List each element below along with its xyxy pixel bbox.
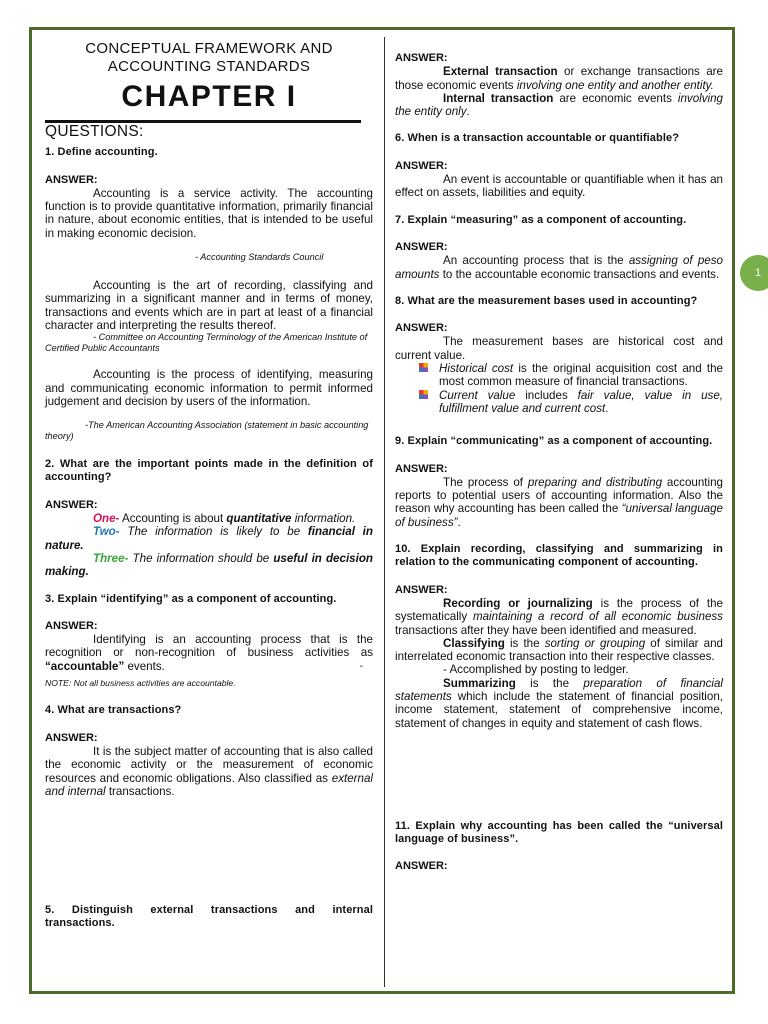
answer-label: ANSWER: xyxy=(45,173,98,186)
answer-label: ANSWER: xyxy=(45,498,98,511)
q1-definition-2: Accounting is the art of recording, classifying and summarizing in a significant manner and in terms of money, transactions and events which are in part at least of a financial character and interpreting the results thereof. xyxy=(45,279,373,332)
answer-label: ANSWER: xyxy=(395,860,448,873)
q6-answer: An event is accountable or quantifiable when it has an effect on assets, liabilities and equity. xyxy=(395,173,723,200)
column-divider xyxy=(384,37,385,987)
q4-answer: It is the subject matter of accounting that is also called the economic activity or the measurement of economic resources and economic obligations. Also classified as external and internal transactions. xyxy=(45,744,373,798)
answer-label: ANSWER: xyxy=(45,619,98,632)
q3-answer: Identifying is an accounting process that is the recognition or non-recognition of business activities as “accountable” events. - xyxy=(45,633,373,673)
framework-title: CONCEPTUAL FRAMEWORK AND ACCOUNTING STANDARDS xyxy=(85,40,333,75)
colored-pinwheel-bullet-icon xyxy=(419,363,428,372)
question-1: 1. Define accounting. xyxy=(45,146,158,159)
q1-citation-2: - Committee on Accounting Terminology of the American Institute of Certified Public Accountants xyxy=(45,332,368,354)
q5-internal-answer: Internal transaction are economic events involving the entity only. xyxy=(395,91,723,119)
answer-label: ANSWER: xyxy=(45,731,98,744)
q3-note: NOTE: Not all business activities are accountable. xyxy=(45,678,236,689)
question-2: 2. What are the important points made in the definition of accounting? xyxy=(45,458,373,484)
q1-definition-1: Accounting is a service activity. The accounting function is to provide quantitative information, primarily financial in nature, about economic entities, that is intended to be useful in making economic decision. xyxy=(45,186,373,240)
q2-point-two: Two- The information is likely to be financial in nature. xyxy=(45,525,373,552)
q2-point-one: One- Accounting is about quantitative information. xyxy=(93,512,356,526)
q2-point-three: Three- The information should be useful in decision making. xyxy=(45,551,374,579)
questions-heading: QUESTIONS: xyxy=(45,123,144,140)
q10-recording: Recording or journalizing is the process of the systematically maintaining a record of all economic business transactions after they have been identified and measured. xyxy=(395,596,723,637)
answer-label: ANSWER: xyxy=(395,322,448,335)
question-4: 4. What are transactions? xyxy=(45,704,182,717)
question-7: 7. Explain “measuring” as a component of accounting. xyxy=(395,213,687,226)
q9-answer: The process of preparing and distributing accounting reports to potential users of accounting information. Also the reason why accounting has been called the “universal language of business”. xyxy=(395,475,723,529)
question-8: 8. What are the measurement bases used in accounting? xyxy=(395,294,698,307)
right-column xyxy=(395,34,723,874)
question-3: 3. Explain “identifying” as a component of accounting. xyxy=(45,592,337,605)
question-11: 11. Explain why accounting has been called the “universal language of business”. xyxy=(395,819,723,846)
question-9: 9. Explain “communicating” as a component of accounting. xyxy=(395,435,713,448)
q1-definition-3: Accounting is the process of identifying, measuring and communicating economic information to permit informed judgement and decision by users of the information. xyxy=(45,368,373,408)
page-number-badge: 1 xyxy=(740,255,768,291)
question-10: 10. Explain recording, classifying and summarizing in relation to the communicating component of accounting. xyxy=(395,543,723,569)
q8-bullet-historical: Historical cost is the original acquisition cost and the most common measure of financial transactions. xyxy=(395,362,723,389)
q1-citation-1: - Accounting Standards Council xyxy=(195,252,324,263)
answer-label: ANSWER: xyxy=(395,240,448,253)
answer-label: ANSWER: xyxy=(395,462,448,475)
q7-answer: An accounting process that is the assigning of peso amounts to the accountable economic transactions and events. xyxy=(395,254,723,281)
q8-answer: The measurement bases are historical cost and current value. xyxy=(395,335,723,362)
q5-external-answer: External transaction or exchange transactions are those economic events involving one entity and another entity. xyxy=(395,65,723,92)
answer-label: ANSWER: xyxy=(395,52,448,64)
q8-bullet-current: Current value includes fair value, value in use, fulfillment value and current cost. xyxy=(395,389,723,416)
q10-classifying: Classifying is the sorting or grouping of similar and interrelated economic transaction into their respective classes. xyxy=(395,636,723,664)
answer-label: ANSWER: xyxy=(395,583,448,596)
answer-label: ANSWER: xyxy=(395,159,448,172)
left-column xyxy=(45,34,373,931)
question-5: 5. Distinguish external transactions and internal transactions. xyxy=(45,904,373,930)
q10-summarizing: Summarizing is the preparation of financial statements which include the statement of financial position, income statement, statement of comprehensive income, statement of changes in equity and statement of cash flows. xyxy=(395,676,723,730)
question-6: 6. When is a transaction accountable or quantifiable? xyxy=(395,132,680,145)
colored-pinwheel-bullet-icon xyxy=(419,390,428,399)
q1-citation-3: -The American Accounting Association (statement in basic accounting theory) xyxy=(45,420,369,442)
q10-posting: - Accomplished by posting to ledger. xyxy=(443,663,629,677)
chapter-title: CHAPTER I xyxy=(121,80,297,113)
